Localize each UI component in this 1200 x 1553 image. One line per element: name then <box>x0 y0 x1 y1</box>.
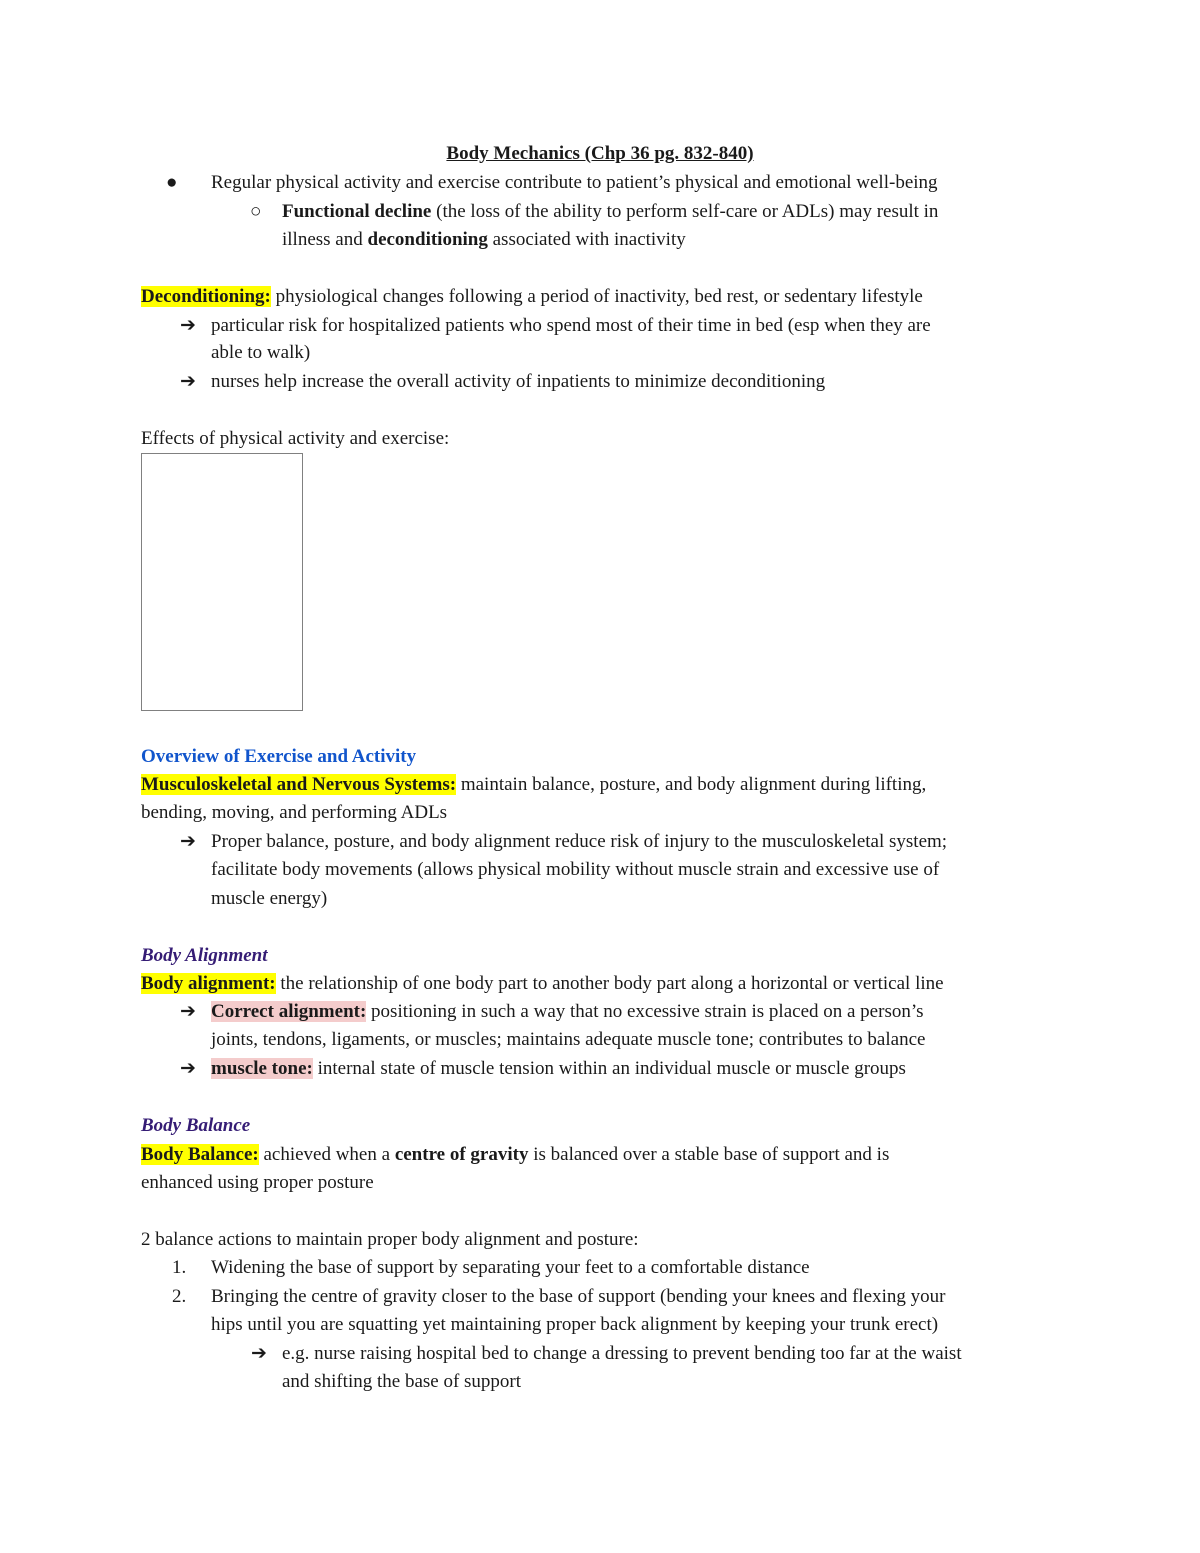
intro-sub-text-post: associated with inactivity <box>487 229 686 250</box>
deconditioning-point-1-line-1: particular risk for hospitalized patients who spend most of their time in bed (esp when they are <box>211 315 931 336</box>
deconditioning-definition <box>141 283 923 311</box>
image-placeholder <box>141 453 303 711</box>
sub-bullet-marker: ○ <box>250 201 262 222</box>
list-number: 2. <box>172 1286 187 1307</box>
overview-line-1 <box>141 771 926 799</box>
arrow-icon: ➔ <box>180 831 196 852</box>
overview-point-line-1: Proper balance, posture, and body alignment reduce risk of injury to the musculoskeletal system; <box>211 831 948 852</box>
balance-text-post: is balanced over a stable base of support and is <box>528 1144 890 1165</box>
body-balance-term: Body Balance: <box>141 1144 259 1165</box>
balance-text-pre: achieved when a <box>258 1144 395 1165</box>
deconditioning-inline-term: deconditioning <box>367 229 488 250</box>
balance-example-line-2: and shifting the base of support <box>282 1371 522 1392</box>
list-number: 1. <box>172 1257 187 1278</box>
correct-alignment-term: Correct alignment: <box>211 1001 367 1022</box>
balance-line-1 <box>141 1141 889 1169</box>
deconditioning-point-2: nurses help increase the overall activity of inpatients to minimize deconditioning <box>211 371 826 392</box>
intro-sub-line-2 <box>282 226 686 254</box>
balance-action-2-line-1: Bringing the centre of gravity closer to the base of support (bending your knees and flexing your <box>211 1286 946 1307</box>
page-title: Body Mechanics (Chp 36 pg. 832-840) <box>446 143 754 164</box>
correct-alignment-line-1 <box>211 998 924 1026</box>
arrow-icon: ➔ <box>180 371 196 392</box>
deconditioning-point-1-line-2: able to walk) <box>211 342 311 363</box>
effects-label: Effects of physical activity and exercise: <box>141 428 450 449</box>
overview-heading: Overview of Exercise and Activity <box>141 746 417 767</box>
balance-action-2-line-2: hips until you are squatting yet maintaining proper back alignment by keeping your trunk erect) <box>211 1314 939 1335</box>
balance-example-line-1: e.g. nurse raising hospital bed to change a dressing to prevent bending too far at the waist <box>282 1343 962 1364</box>
balance-action-1: Widening the base of support by separating your feet to a comfortable distance <box>211 1257 810 1278</box>
overview-point-line-3: muscle energy) <box>211 888 328 909</box>
body-alignment-term: Body alignment: <box>141 973 276 994</box>
overview-line-2: bending, moving, and performing ADLs <box>141 802 448 823</box>
balance-actions-label: 2 balance actions to maintain proper body alignment and posture: <box>141 1229 639 1250</box>
balance-heading: Body Balance <box>141 1115 251 1136</box>
deconditioning-text: physiological changes following a period of inactivity, bed rest, or sedentary lifestyle <box>270 286 923 307</box>
intro-sub-line-1 <box>282 198 938 226</box>
balance-line-2: enhanced using proper posture <box>141 1172 374 1193</box>
alignment-text: the relationship of one body part to another body part along a horizontal or vertical line <box>275 973 944 994</box>
overview-text-1: maintain balance, posture, and body alignment during lifting, <box>456 774 927 795</box>
correct-alignment-text: positioning in such a way that no excessive strain is placed on a person’s <box>366 1001 924 1022</box>
overview-point-line-2: facilitate body movements (allows physical mobility without muscle strain and excessive use of <box>211 859 940 880</box>
functional-decline-term: Functional decline <box>282 201 432 222</box>
centre-of-gravity-term: centre of gravity <box>394 1144 529 1165</box>
musculoskeletal-term: Musculoskeletal and Nervous Systems: <box>141 774 457 795</box>
bullet-marker: ● <box>166 172 178 193</box>
arrow-icon: ➔ <box>180 1001 196 1022</box>
intro-sub-text-pre: illness and <box>282 229 368 250</box>
arrow-icon: ➔ <box>251 1343 267 1364</box>
muscle-tone-line <box>211 1055 906 1083</box>
muscle-tone-text: internal state of muscle tension within an individual muscle or muscle groups <box>312 1058 906 1079</box>
alignment-definition <box>141 970 944 998</box>
intro-bullet-text: Regular physical activity and exercise contribute to patient’s physical and emotional well-being <box>211 172 938 193</box>
arrow-icon: ➔ <box>180 315 196 336</box>
deconditioning-term: Deconditioning: <box>141 286 271 307</box>
muscle-tone-term: muscle tone: <box>211 1058 313 1079</box>
arrow-icon: ➔ <box>180 1058 196 1079</box>
correct-alignment-line-2: joints, tendons, ligaments, or muscles; maintains adequate muscle tone; contributes to balance <box>211 1029 926 1050</box>
alignment-heading: Body Alignment <box>141 945 268 966</box>
functional-decline-text: (the loss of the ability to perform self-care or ADLs) may result in <box>431 201 939 222</box>
